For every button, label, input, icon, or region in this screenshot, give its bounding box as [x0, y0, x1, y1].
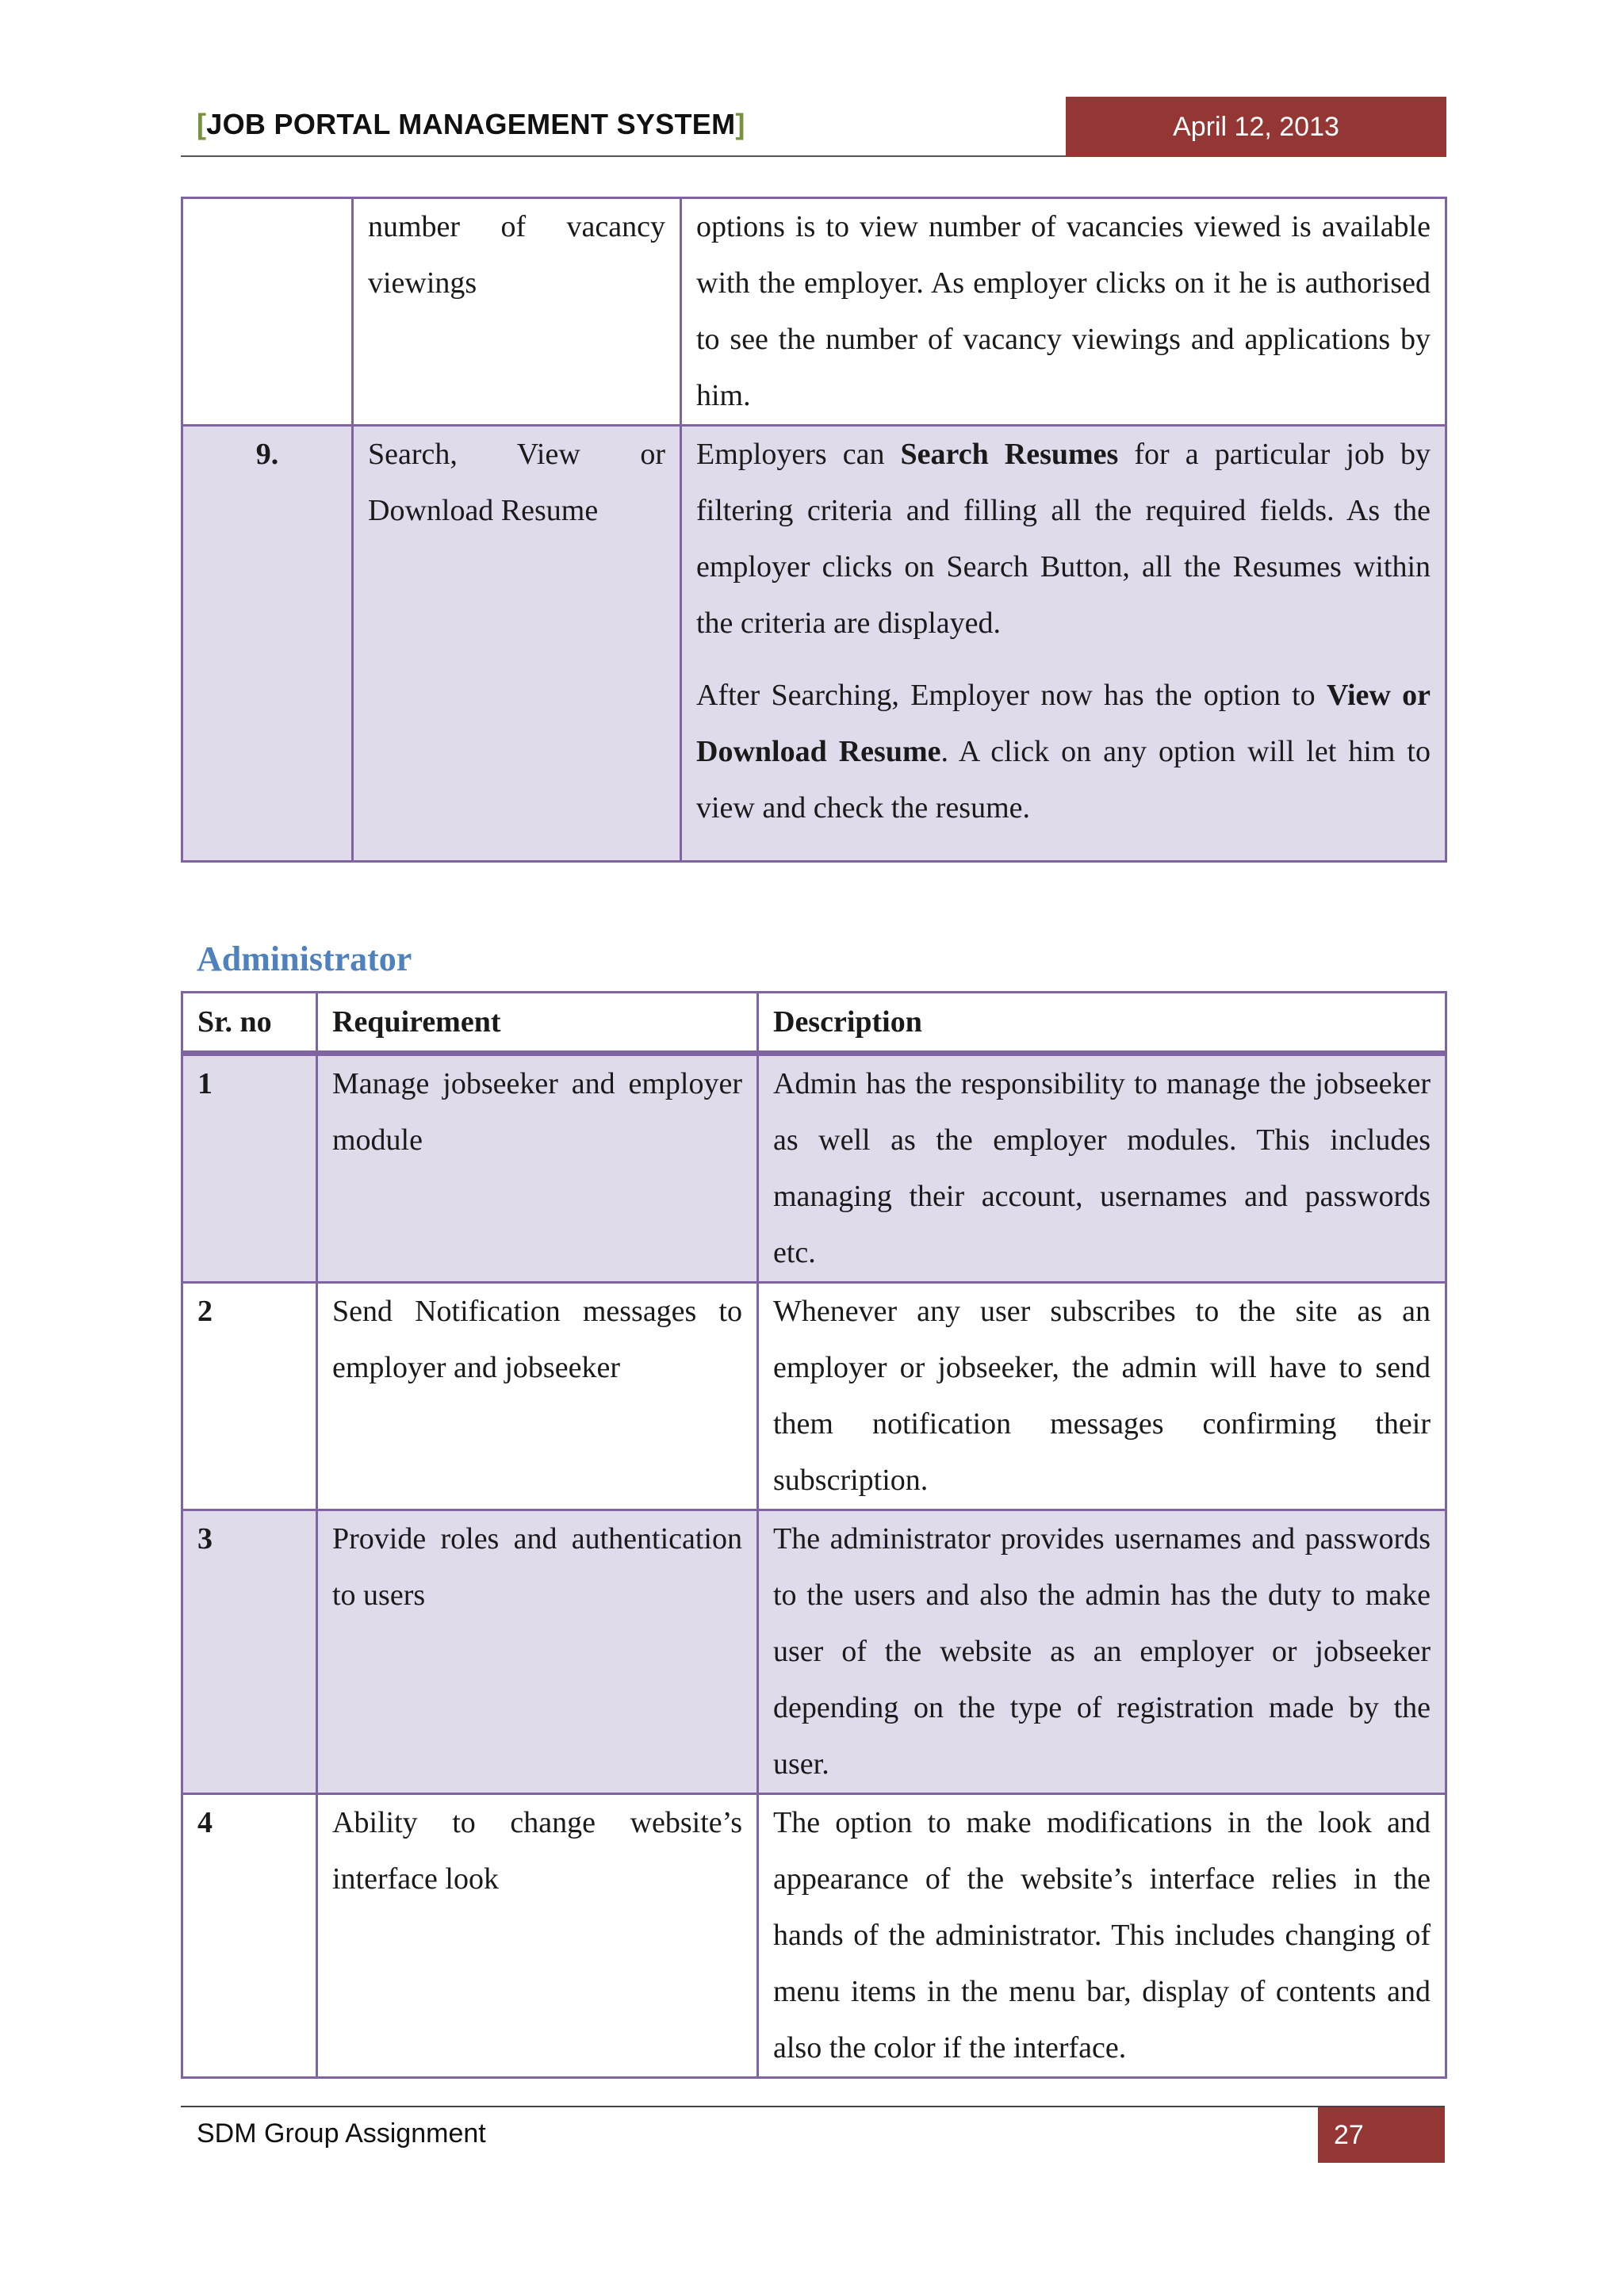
row-description: Admin has the responsibility to manage the jobseeker as well as the employer modules. This includes managing their account, usernames and passwords etc. — [758, 1054, 1446, 1283]
description-paragraph — [696, 427, 1431, 652]
table-header-row — [182, 993, 1446, 1054]
row-requirement: Provide roles and authentication to users — [317, 1510, 758, 1794]
column-header-sr-no: Sr. no — [182, 993, 317, 1054]
row-requirement: Search, View or Download Resume — [353, 426, 681, 862]
row-requirement: Ability to change website’s interface look — [317, 1794, 758, 2078]
header-title-text: JOB PORTAL MANAGEMENT SYSTEM — [206, 108, 736, 140]
row-number: 3 — [182, 1510, 317, 1794]
row-number: 9. — [182, 426, 353, 862]
table-row — [182, 1054, 1446, 1283]
table-row — [182, 1283, 1446, 1510]
employer-requirements-table — [181, 197, 1447, 863]
text-run: After Searching, Employer now has the option to — [696, 679, 1327, 712]
row-description — [681, 198, 1446, 426]
description-paragraph: options is to view number of vacancies viewed is available with the employer. As employer clicks on it he is authorised to see the number of vacancy viewings and applications by him. — [696, 210, 1431, 412]
row-description: The administrator provides usernames and passwords to the users and also the admin has the duty to make user of the website as an employer or jobseeker depending on the type of registration made by the user. — [758, 1510, 1446, 1794]
row-number: 2 — [182, 1283, 317, 1510]
row-number — [182, 198, 353, 426]
text-run: Employers can — [696, 438, 901, 471]
column-header-description: Description — [758, 993, 1446, 1054]
header-date: April 12, 2013 — [1066, 97, 1446, 157]
row-requirement: Send Notification messages to employer and jobseeker — [317, 1283, 758, 1510]
page-number: 27 — [1318, 2107, 1445, 2163]
header-bracket-open: [ — [197, 108, 207, 140]
header-bracket-close: ] — [735, 108, 745, 140]
table-row — [182, 1794, 1446, 2078]
footer-divider — [181, 2106, 1445, 2107]
row-number: 4 — [182, 1794, 317, 2078]
table-row — [182, 426, 1446, 862]
row-number: 1 — [182, 1054, 317, 1283]
bold-text: Search Resumes — [900, 438, 1119, 471]
header-divider — [181, 155, 1066, 157]
table-row — [182, 1510, 1446, 1794]
document-header-title — [197, 108, 745, 141]
administrator-requirements-table — [181, 991, 1447, 2079]
column-header-requirement: Requirement — [317, 993, 758, 1054]
row-description — [681, 426, 1446, 862]
row-requirement: number of vacancy viewings — [353, 198, 681, 426]
section-title-administrator: Administrator — [197, 939, 412, 978]
table-row — [182, 198, 1446, 426]
description-paragraph — [696, 668, 1431, 860]
text-run: . A click on any option will let him to view and check the resume. — [696, 735, 1431, 825]
bold-text: View or Download Resume — [696, 679, 1431, 768]
row-description: Whenever any user subscribes to the site as an employer or jobseeker, the admin will have to send them notification messages confirming their subscription. — [758, 1283, 1446, 1510]
row-description: The option to make modifications in the look and appearance of the website’s interface relies in the hands of the administrator. This includes changing of menu items in the menu bar, display of contents and also the color if the interface. — [758, 1794, 1446, 2078]
footer-text: SDM Group Assignment — [197, 2118, 486, 2149]
row-requirement: Manage jobseeker and employer module — [317, 1054, 758, 1283]
text-run: for a particular job by filtering criteria and filling all the required fields. As the employer clicks on Search Button, all the Resumes within the criteria are displayed. — [696, 438, 1431, 640]
